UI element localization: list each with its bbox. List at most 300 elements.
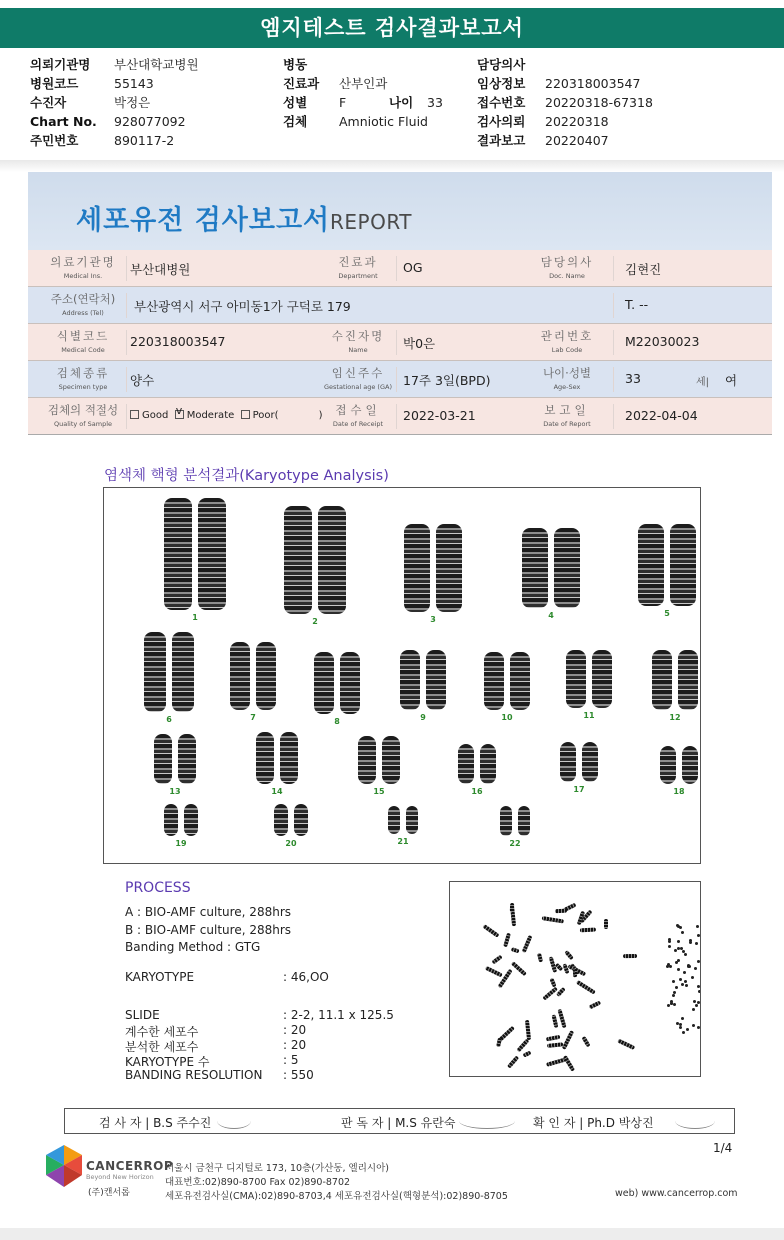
process-line: Banding Method : GTG <box>125 940 261 954</box>
chromosome <box>652 650 672 710</box>
info-value: OG <box>403 260 423 275</box>
chromosome <box>518 806 530 836</box>
header-value: 890117-2 <box>114 133 175 148</box>
section-shadow <box>0 160 784 172</box>
chromosome-number: 20 <box>285 839 297 848</box>
nucleus-dot <box>695 1004 698 1007</box>
metaphase-chromosome <box>557 1009 566 1028</box>
header-row <box>477 55 653 74</box>
header-label: 임상정보 <box>477 76 526 91</box>
detail-value: : 2-2, 11.1 x 125.5 <box>283 1008 394 1022</box>
chromosome <box>510 652 530 710</box>
chromosome-pair-3 <box>404 524 462 626</box>
info-value: M22030023 <box>625 334 700 349</box>
nucleus-dot <box>682 1031 685 1034</box>
nucleus-dot <box>677 959 680 962</box>
age-value: 33 <box>625 371 641 386</box>
chromosome <box>274 804 288 836</box>
chromosome-pair-9 <box>400 650 446 724</box>
process-title: PROCESS <box>125 880 191 896</box>
divider <box>613 367 614 392</box>
metaphase-chromosome <box>604 919 608 929</box>
chromosome-pair-18 <box>660 746 698 798</box>
page-number: 1/4 <box>713 1141 733 1155</box>
nucleus-dot <box>677 940 680 943</box>
nucleus-dot <box>669 965 672 968</box>
nucleus-dot <box>681 931 684 934</box>
metaphase-chromosome <box>496 1038 502 1048</box>
info-value: 김현진 <box>625 262 662 277</box>
metaphase-chromosome <box>550 978 557 988</box>
detail-value: : 5 <box>283 1053 299 1067</box>
nucleus-dot <box>668 945 671 948</box>
nucleus-dot <box>677 968 680 971</box>
page-bottom-bar <box>0 1228 784 1240</box>
nucleus-dot <box>672 994 675 997</box>
nucleus-dot <box>679 1026 682 1029</box>
good-checkbox[interactable] <box>130 410 139 419</box>
chromosome-pair-17 <box>560 742 598 796</box>
nucleus-dot <box>684 953 687 956</box>
header-col-1 <box>30 55 199 150</box>
nucleus-dot <box>681 1017 684 1020</box>
chromosome <box>560 742 576 782</box>
confirmer-signature-icon <box>675 1113 715 1129</box>
karyotype-title: 염색체 핵형 분석결과(Karyotype Analysis) <box>104 468 389 484</box>
info-value: 2022-04-04 <box>625 408 698 423</box>
chromosome-number: 22 <box>509 839 521 848</box>
chromosome <box>682 746 698 784</box>
chromosome <box>678 650 698 710</box>
info-label: 진료과 Department <box>338 255 378 280</box>
chromosome-number: 9 <box>420 713 426 722</box>
divider <box>396 367 397 392</box>
chromosome <box>164 498 192 610</box>
chromosome-pair-22 <box>500 806 530 850</box>
metaphase-image <box>449 881 701 1077</box>
chromosome-number: 15 <box>373 787 385 796</box>
nucleus-dot <box>700 989 701 992</box>
info-label: 관리번호 Lab Code <box>540 329 594 354</box>
nucleus-dot <box>697 985 700 988</box>
metaphase-chromosome <box>561 1030 573 1050</box>
header-label: 의뢰기관명 <box>30 57 91 72</box>
info-label: 보고일 Date of Report <box>543 403 591 428</box>
info-label: 식별코드 Medical Code <box>56 329 110 354</box>
chromosome-pair-21 <box>388 806 418 848</box>
chromosome <box>426 650 446 710</box>
divider <box>126 404 127 429</box>
moderate-label: Moderate <box>186 410 235 421</box>
header-value: 부산대학교병원 <box>114 57 199 72</box>
nucleus-dot <box>673 1003 676 1006</box>
chromosome <box>178 734 196 784</box>
metaphase-chromosome <box>580 928 596 933</box>
header-label: 병동 <box>283 57 308 72</box>
header-col-2 <box>283 55 443 131</box>
header-row <box>30 74 199 93</box>
chromosome <box>566 650 586 708</box>
chromosome <box>436 524 462 612</box>
metaphase-chromosome <box>573 968 577 977</box>
divider <box>613 404 614 429</box>
header-col-3 <box>477 55 653 150</box>
footer-address: 서울시 금천구 디지털로 173, 10층(가산동, 엘리시아) <box>165 1163 389 1174</box>
quality-options <box>130 410 322 421</box>
detail-label: SLIDE <box>125 1008 160 1022</box>
header-label: Chart No. <box>30 114 97 129</box>
divider <box>126 256 127 281</box>
metaphase-chromosome <box>581 1036 590 1048</box>
nucleus-dot <box>689 941 692 944</box>
nucleus-dot <box>672 980 675 983</box>
chromosome <box>280 732 298 784</box>
header-row <box>283 55 443 74</box>
chromosome-pair-10 <box>484 652 530 724</box>
chromosome <box>358 736 376 784</box>
nucleus-dot <box>683 971 686 974</box>
confirmer-sign: 확 인 자 | Ph.D 박상진 <box>533 1116 654 1130</box>
header-label: 담당의사 <box>477 57 526 72</box>
chromosome-number: 2 <box>312 617 318 626</box>
nucleus-dot <box>684 980 687 983</box>
nucleus-dot <box>697 960 700 963</box>
nucleus-dot <box>675 986 678 989</box>
chromosome-number: 3 <box>430 615 436 624</box>
footer-lab: 세포유전검사실(CMA):02)890-8703,4 세포유전검사실(핵형분석):02)890-8705 <box>165 1191 508 1202</box>
info-label: 접수일 Date of Receipt <box>332 403 384 428</box>
info-label: 검체의 적절성 Quality of Sample <box>47 403 119 428</box>
header-value: 220318003547 <box>545 76 641 91</box>
chromosome-number: 1 <box>192 613 198 622</box>
moderate-checkbox[interactable] <box>175 410 184 419</box>
info-label: 담당의사 Doc. Name <box>540 255 594 280</box>
nucleus-dot <box>670 1000 673 1003</box>
header-row <box>477 93 653 112</box>
divider <box>126 293 127 318</box>
metaphase-chromosome <box>510 947 519 953</box>
poor-label: Poor( <box>252 410 279 421</box>
nucleus-dot <box>696 925 699 928</box>
info-value: 부산대병원 <box>130 262 191 277</box>
detail-label: KARYOTYPE 수 <box>125 1055 210 1069</box>
chromosome <box>256 732 274 784</box>
nucleus-dot <box>693 1000 696 1003</box>
footer-web: web) www.cancerrop.com <box>615 1188 738 1199</box>
age-value: 33 <box>427 95 443 110</box>
metaphase-chromosome <box>563 1056 575 1073</box>
examiner-signature-icon <box>217 1113 251 1129</box>
metaphase-chromosome <box>491 955 502 965</box>
tel-value: T. -- <box>625 297 649 312</box>
header-row <box>283 93 443 112</box>
header-label: 접수번호 <box>477 95 526 110</box>
chromosome-pair-7 <box>230 642 276 724</box>
chromosome <box>198 498 226 610</box>
metaphase-chromosome <box>588 1001 600 1010</box>
chromosome-number: 10 <box>501 713 513 722</box>
divider <box>126 367 127 392</box>
info-value: 220318003547 <box>130 334 226 349</box>
chromosome-pair-16 <box>458 744 496 798</box>
report-banner: 엠지테스트 검사결과보고서 <box>0 8 784 48</box>
divider <box>613 293 614 318</box>
chromosome <box>638 524 664 606</box>
nucleus-dot <box>668 938 671 941</box>
metaphase-chromosome <box>525 1020 531 1040</box>
brand-slogan: Beyond New Horizon <box>86 1173 154 1181</box>
metaphase-chromosome <box>537 953 543 963</box>
chromosome-number: 19 <box>175 839 187 848</box>
chromosome <box>314 652 334 714</box>
header-value: 20220318 <box>545 114 609 129</box>
signature-bar <box>64 1108 735 1134</box>
divider <box>613 330 614 355</box>
chromosome <box>256 642 276 710</box>
header-value: 20220407 <box>545 133 609 148</box>
header-row <box>30 93 199 112</box>
header-label: 검사의뢰 <box>477 114 526 129</box>
chromosome-number: 12 <box>669 713 681 722</box>
chromosome <box>500 806 512 836</box>
chromosome-number: 7 <box>250 713 256 722</box>
info-label: 나이·성별 Age-Sex <box>542 366 592 391</box>
chromosome <box>284 506 312 614</box>
metaphase-chromosome <box>485 966 503 977</box>
nucleus-dot <box>694 967 697 970</box>
info-row <box>28 398 772 435</box>
reader-signature-icon <box>459 1113 515 1129</box>
detail-value: : 550 <box>283 1068 314 1082</box>
chromosome <box>404 524 430 612</box>
brand-name: CANCERROP <box>86 1159 174 1173</box>
chromosome <box>458 744 474 784</box>
detail-label: BANDING RESOLUTION <box>125 1068 263 1082</box>
nucleus-dot <box>673 991 676 994</box>
info-row <box>28 324 772 361</box>
nucleus-dot <box>686 1028 689 1031</box>
patient-info-table <box>28 250 772 435</box>
info-row <box>28 287 772 324</box>
report-title-en: REPORT <box>330 210 412 234</box>
metaphase-chromosome <box>511 961 527 976</box>
header-row <box>30 55 199 74</box>
chromosome <box>340 652 360 714</box>
info-row <box>28 250 772 287</box>
nucleus-dot <box>674 949 677 952</box>
info-label: 검체종류 Specimen type <box>56 366 110 391</box>
karyotype-image <box>103 487 701 864</box>
metaphase-chromosome <box>542 916 564 923</box>
metaphase-chromosome <box>555 909 567 914</box>
nucleus-dot <box>681 983 684 986</box>
chromosome-pair-14 <box>256 732 298 798</box>
nucleus-dot <box>700 979 701 982</box>
chromosome-pair-4 <box>522 528 580 622</box>
poor-close: ) <box>318 410 323 421</box>
header-row <box>283 74 443 93</box>
chromosome <box>172 632 194 712</box>
header-row <box>30 131 199 150</box>
metaphase-chromosome <box>568 965 586 977</box>
examiner-sign: 검 사 자 | B.S 주수진 <box>99 1116 212 1130</box>
chromosome <box>164 804 178 836</box>
header-label: 수진자 <box>30 95 67 110</box>
age-unit: 세| <box>696 377 710 388</box>
detail-label: 분석한 세포수 <box>125 1040 199 1054</box>
metaphase-chromosome <box>623 954 637 958</box>
nucleus-dot <box>679 978 682 981</box>
chromosome-pair-15 <box>358 736 400 798</box>
nucleus-dot <box>695 942 698 945</box>
karyotype-label: KARYOTYPE <box>125 970 195 984</box>
header-value: Amniotic Fluid <box>339 114 428 129</box>
info-value: 박0은 <box>403 336 436 351</box>
header-row <box>283 112 443 131</box>
chromosome <box>582 742 598 782</box>
divider <box>613 256 614 281</box>
process-line: A : BIO-AMF culture, 288hrs <box>125 905 292 919</box>
chromosome <box>388 806 400 834</box>
divider <box>396 256 397 281</box>
header-value: 928077092 <box>114 114 186 129</box>
chromosome-number: 6 <box>166 715 172 724</box>
poor-checkbox[interactable] <box>241 410 250 419</box>
header-value: 55143 <box>114 76 154 91</box>
info-label: 주소(연락처) Address (Tel) <box>50 292 116 317</box>
chromosome <box>592 650 612 708</box>
header-row <box>30 112 199 131</box>
nucleus-dot <box>692 1008 695 1011</box>
nucleus-dot <box>692 1024 695 1027</box>
info-label: 의료기관명 Medical Ins. <box>50 255 116 280</box>
info-row <box>28 361 772 398</box>
chromosome-pair-12 <box>652 650 698 724</box>
divider <box>126 330 127 355</box>
info-value: 2022-03-21 <box>403 408 476 423</box>
chromosome-number: 21 <box>397 837 409 846</box>
chromosome <box>184 804 198 836</box>
chromosome <box>670 524 696 606</box>
divider <box>396 404 397 429</box>
detail-label: 계수한 세포수 <box>125 1025 199 1039</box>
metaphase-chromosome <box>503 933 511 948</box>
chromosome <box>554 528 580 608</box>
good-label: Good <box>142 410 169 421</box>
metaphase-chromosome <box>482 924 499 938</box>
header-value: 박정은 <box>114 95 151 110</box>
header-value: 산부인과 <box>339 76 388 91</box>
address-value: 부산광역시 서구 아미동1가 구덕로 179 <box>134 299 351 314</box>
chromosome-number: 14 <box>271 787 283 796</box>
chromosome <box>230 642 250 710</box>
chromosome-number: 17 <box>573 785 585 794</box>
chromosome-number: 18 <box>673 787 685 796</box>
detail-value: : 20 <box>283 1038 307 1052</box>
divider <box>396 330 397 355</box>
nucleus-dot <box>679 926 682 929</box>
chromosome <box>318 506 346 614</box>
chromosome <box>144 632 166 712</box>
chromosome <box>522 528 548 608</box>
karyotype-result: : 46,OO <box>283 970 329 984</box>
chromosome <box>400 650 420 710</box>
nucleus-dot <box>691 976 694 979</box>
company-name: (주)캔서롭 <box>88 1188 130 1198</box>
info-label: 임신주수 Gestational age (GA) <box>324 366 392 391</box>
chromosome-number: 5 <box>664 609 670 618</box>
header-row <box>477 131 653 150</box>
chromosome-number: 11 <box>583 711 595 720</box>
metaphase-chromosome <box>522 1050 531 1057</box>
header-label: 검체 <box>283 114 308 129</box>
chromosome <box>480 744 496 784</box>
chromosome <box>382 736 400 784</box>
metaphase-chromosome <box>551 1015 558 1028</box>
chromosome-pair-13 <box>154 734 196 798</box>
header-label: 성별 <box>283 95 308 110</box>
chromosome-number: 13 <box>169 787 181 796</box>
chromosome-pair-1 <box>164 498 226 624</box>
process-line: B : BIO-AMF culture, 288hrs <box>125 923 292 937</box>
chromosome-number: 16 <box>471 787 483 796</box>
chromosome-number: 4 <box>548 611 554 620</box>
metaphase-chromosome <box>576 980 596 994</box>
reader-sign: 판 독 자 | M.S 유란숙 <box>341 1116 456 1130</box>
report-header <box>28 172 772 250</box>
chromosome-pair-2 <box>284 506 346 628</box>
chromosome <box>154 734 172 784</box>
header-label: 주민번호 <box>30 133 79 148</box>
chromosome-pair-20 <box>274 804 308 850</box>
metaphase-chromosome <box>545 1035 560 1042</box>
chromosome <box>294 804 308 836</box>
header-label: 진료과 <box>283 76 320 91</box>
chromosome <box>406 806 418 834</box>
chromosome <box>484 652 504 710</box>
header-row <box>477 112 653 131</box>
chromosome-pair-5 <box>638 524 696 620</box>
nucleus-dot <box>685 984 688 987</box>
chromosome-pair-8 <box>314 652 360 728</box>
info-value: 17주 3일(BPD) <box>403 373 491 388</box>
chromosome <box>660 746 676 784</box>
metaphase-chromosome <box>617 1038 635 1049</box>
metaphase-chromosome <box>564 950 574 960</box>
info-value: 양수 <box>130 373 155 388</box>
age-label: 나이 <box>389 95 414 110</box>
header-value: F <box>339 95 347 110</box>
header-value: 20220318-67318 <box>545 95 653 110</box>
header-label: 결과보고 <box>477 133 526 148</box>
report-title: 세포유전 검사보고서 <box>76 205 331 236</box>
sex-value: 여 <box>725 373 738 388</box>
footer-phone: 대표번호:02)890-8700 Fax 02)890-8702 <box>165 1177 351 1188</box>
cancerrop-logo-icon <box>46 1145 82 1187</box>
metaphase-chromosome <box>506 1055 518 1068</box>
nucleus-dot <box>697 934 700 937</box>
detail-value: : 20 <box>283 1023 307 1037</box>
nucleus-dot <box>697 1026 700 1029</box>
header-label: 병원코드 <box>30 76 79 91</box>
header-row <box>477 74 653 93</box>
chromosome-pair-11 <box>566 650 612 722</box>
metaphase-chromosome <box>521 935 532 953</box>
chromosome-pair-19 <box>164 804 198 850</box>
info-label: 수진자명 Name <box>331 329 385 354</box>
chromosome-pair-6 <box>144 632 194 726</box>
chromosome-number: 8 <box>334 717 340 726</box>
